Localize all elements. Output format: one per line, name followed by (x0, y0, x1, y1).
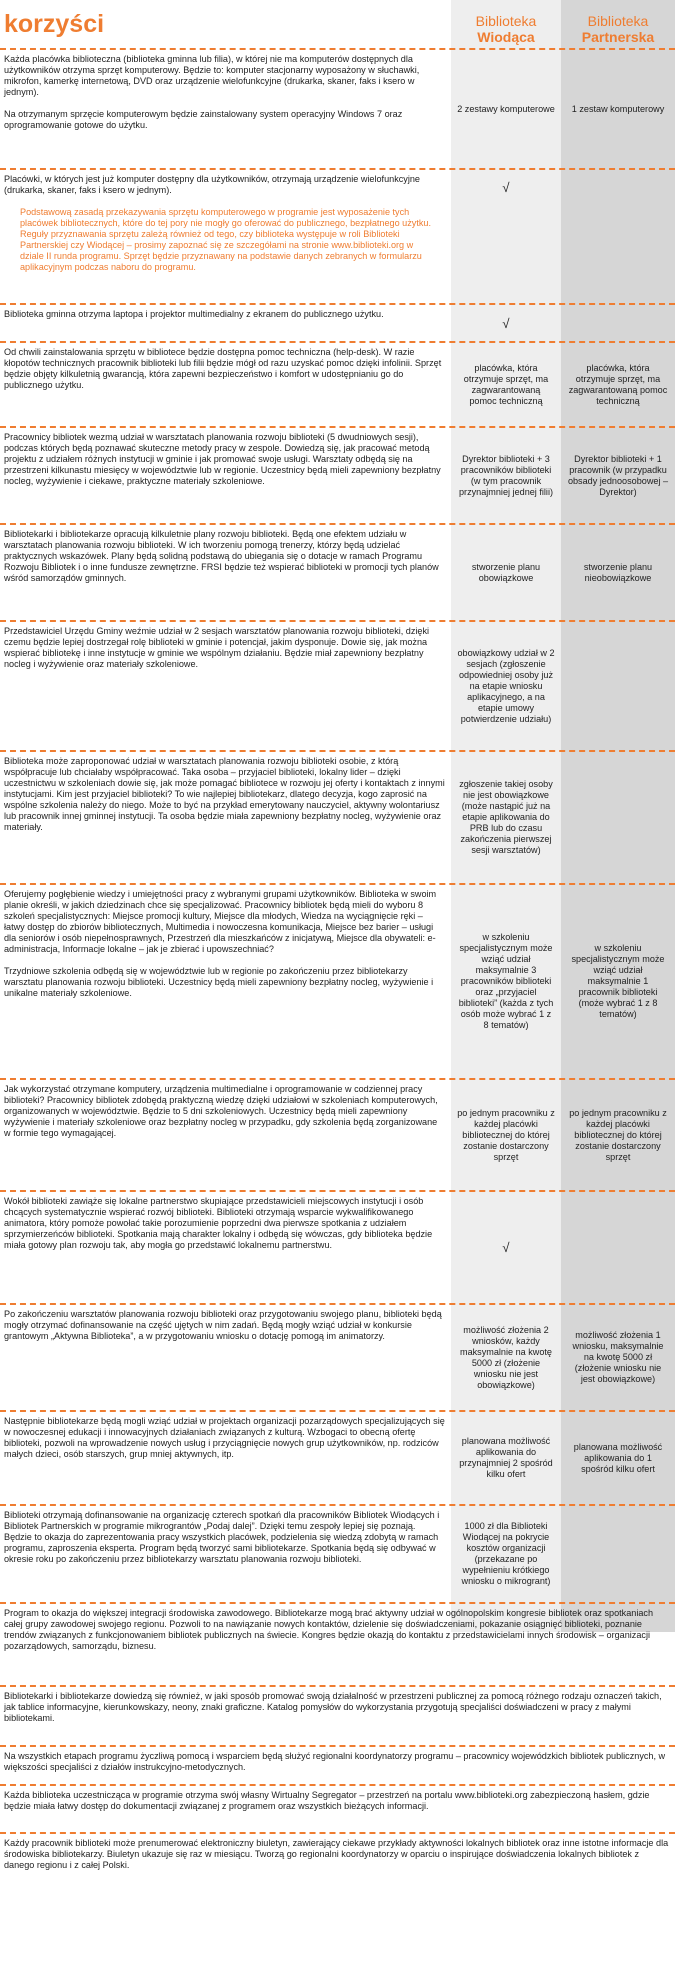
row-description (0, 752, 451, 883)
row-description (0, 525, 451, 620)
full-width-row (0, 1745, 675, 1784)
partner-library-cell: po jednym pracowniku z każdej placówki bibliotecznej do której zostanie dostarczony sprzęt (569, 1107, 667, 1162)
row-text: Bibliotekarki i bibliotekarze opracują kilkuletnie plany rozwoju biblioteki. Będą one efektem udziału w warsztatach planowania rozwoju biblioteki. W ich tworzeniu pomogą trenerzy, którzy będą udzielać praktycznych wskazówek. Plany będą solidną podstawą do ubiegania się o dotacje w ramach Programu Rozwoju Bibliotek i o inne fundusze zewnętrzne. FRSI będzie też wspierać biblioteki w promocji tych planów wśród samorządów gminnych. (4, 529, 439, 583)
lead-library-cell: zgłoszenie takiej osoby nie jest obowiązkowe (może nastąpić już na etapie aplikowania do PRB lub do czasu zakończenia pierwszej sesji warsztatów) (459, 779, 553, 855)
row-text: Placówki, w których jest już komputer dostępny dla użytkowników, otrzymają urządzenie wielofunkcyjne (drukarka, skaner, faks i ksero w jednym). (4, 174, 420, 195)
row-text: Program to okazja do większej integracji środowiska zawodowego. Bibliotekarze mogą brać aktywny udział w ogólnopolskim kongresie bibliotek oraz spotkaniach całej grupy zawodowej swojego regionu. Pozwoli to na nawiązanie nowych kontaktów, dzielenie się doświadczeniami, pokazanie osiągnięć biblioteki, poznanie trendów związanych z funkcjonowaniem bibliotek publicznych na świecie. Kongres będzie okazją do kontaktu z przedstawicielami innych środowisk – organizacji pozarządowych, samorządu, biznesu. (4, 1608, 654, 1651)
lead-library-cell: po jednym pracowniku z każdej placówki bibliotecznej do której zostanie dostarczony sprzęt (457, 1107, 555, 1162)
row-text: Każdy pracownik biblioteki może prenumerować elektroniczny biuletyn, zawierający ciekawe przykłady aktywności lokalnych bibliotek oraz inne istotne informacje dla środowiska bibliotekarzy. Biuletyn ukazuje się raz w miesiącu. Tworzą go regionalni koordynatorzy w oparciu o inspirujące doświadczenia lokalnych bibliotek z danego regionu i z całej Polski. (4, 1838, 669, 1870)
column-header-partner-line1: Biblioteka (587, 13, 649, 29)
row-description (0, 1080, 451, 1190)
partner-library-cell: placówka, która otrzymuje sprzęt, ma zagwarantowaną pomoc techniczną (568, 362, 668, 406)
table-row (0, 341, 675, 426)
lead-library-cell: obowiązkowy udział w 2 sesjach (zgłoszenie odpowiedniej osoby już na etapie wniosku aplikacyjnego, a na etapie umowy potwierdzenie udziału) (457, 647, 555, 724)
partner-library-cell: w szkoleniu specjalistycznym może wziąć udział maksymalnie 1 pracownik biblioteki (może wybrać 1 z 8 tematów) (571, 943, 665, 1019)
row-text: Na otrzymanym sprzęcie komputerowym będzie zainstalowany system operacyjny Windows 7 oraz oprogramowanie gotowe do użytku. (4, 109, 403, 130)
partner-library-cell: możliwość złożenia 1 wniosku, maksymalnie na kwotę 5000 zł (złożenie wniosku nie jest obowiązkowe) (572, 1330, 664, 1384)
table-row (0, 1303, 675, 1410)
partner-library-cell: Dyrektor biblioteki + 1 pracownik (w przypadku obsady jednoosobowej – Dyrektor) (567, 453, 669, 497)
partner-library-cell (561, 1506, 675, 1602)
row-description (0, 1305, 451, 1410)
row-text: Na wszystkich etapach programu życzliwą pomocą i wsparciem będą służyć regionalni koordynatorzy programu – pracownicy wojewódzkich bibliotek publicznych, w większości specjaliści z działów instrukcyjno-metodycznych. (4, 1751, 666, 1772)
row-description (0, 1506, 451, 1602)
row-text: Trzydniowe szkolenia odbędą się w województwie lub w regionie po zakończeniu przez bibliotekarzy warsztatu planowania rozwoju biblioteki. Uczestnicy będą mieli zapewniony bezpłatny nocleg, wyżywienie i unikalne materiały szkoleniowe. (4, 966, 434, 998)
row-description (0, 1192, 451, 1303)
table-row (0, 750, 675, 883)
partner-library-cell (561, 170, 675, 303)
lead-library-cell: stworzenie planu obowiązkowe (471, 561, 541, 583)
row-text: Przedstawiciel Urzędu Gminy weźmie udział w 2 sesjach warsztatów planowania rozwoju biblioteki, dzięki czemu będzie lepiej dostrzegał rolę biblioteki w gminie i potencjał, jakim dysponuje. Dowie się, jak można wspierać bibliotekę i inne instytucje w gminie we wspólnym działaniu. Będzie miał zapewniony bezpłatny nocleg i wyżywienie oraz materiały szkoleniowe. (4, 626, 430, 669)
row-text: Biblioteka gminna otrzyma laptopa i projektor multimedialny z ekranem do publicznego użytku. (4, 309, 384, 319)
row-text: Od chwili zainstalowania sprzętu w bibliotece będzie dostępna pomoc techniczna (help-desk). W razie kłopotów technicznych pracownik biblioteki lub filii będzie mógł od razu uzyskać pomoc dzięki infolinii. Sprzęt będzie objęty kilkuletnią gwarancją, która zapewni bezpieczeństwo i komfort w udostępnianiu go do publicznego użytku. (4, 347, 442, 390)
lead-library-cell: 2 zestawy komputerowe (457, 103, 555, 114)
lead-library-check: √ (502, 180, 510, 195)
lead-library-check: √ (502, 1240, 510, 1255)
row-description (0, 885, 451, 1078)
table-header (0, 0, 675, 48)
row-description (0, 343, 451, 426)
row-text: Następnie bibliotekarze będą mogli wziąć udział w projektach organizacji pozarządowych specjalizujących się w nowoczesnej edukacji i innowacyjnych działaniach związanych z kulturą. Wzbogaci to obecną ofertę biblioteki, pozwoli na wprowadzenie nowych usług i przyciągnięcie nowych grup użytkowników, np. rodziców małych dzieci, osób starszych, grup mniej aktywnych, itp. (4, 1416, 445, 1459)
partner-library-cell: planowana możliwość aplikowania do 1 spośród kilku ofert (573, 1441, 663, 1474)
benefits-table (0, 48, 675, 1890)
lead-library-cell: 1000 zł dla Biblioteki Wiodącej na pokrycie kosztów organizacji (przekazane po wypełnieniu krótkiego wniosku o mikrogrant) (461, 1521, 551, 1586)
column-header-lead-line1: Biblioteka (475, 13, 537, 29)
lead-library-cell: planowana możliwość aplikowania do przynajmniej 2 spośród kilku ofert (459, 1436, 553, 1479)
row-description (0, 1412, 451, 1504)
table-row (0, 48, 675, 168)
partner-library-cell (561, 622, 675, 750)
table-row (0, 620, 675, 750)
lead-library-cell: Dyrektor biblioteki + 3 pracowników biblioteki (w tym pracownik przynajmniej jednej filii) (458, 453, 553, 497)
table-row (0, 426, 675, 523)
row-text: Bibliotekarki i bibliotekarze dowiedzą się również, w jaki sposób promować swoją działalność w przestrzeni publicznej za pomocą różnego rodzaju oznaczeń takich, jak tablice informacyjne, kierunkowskazy, neony, znaki graficzne. Katalog pomysłów do wykorzystania przygotują specjaliści doświadczeni w pracy z małymi bibliotekami. (4, 1691, 662, 1723)
row-text: Pracownicy bibliotek wezmą udział w warsztatach planowania rozwoju biblioteki (5 dwudniowych sesji), podczas których będą poznawać skuteczne metody pracy w zespole. Dowiedzą się, jak pracować metodą projektu z udziałem różnych instytucji w gminie i jak promować swoje usługi. Warsztaty odbędą się na przestrzeni kilkunastu miesięcy w województwie lub w regionie. Uczestnicy będą mieli zapewniony bezpłatny nocleg, wyżywienie i ciekawe, praktyczne materiały szkoleniowe. (4, 432, 441, 486)
partner-library-cell: stworzenie planu nieobowiązkowe (583, 561, 653, 583)
row-description (0, 622, 451, 750)
table-row (0, 1410, 675, 1504)
row-text: Biblioteki otrzymają dofinansowanie na organizację czterech spotkań dla pracowników Bibliotek Wiodących i Bibliotek Partnerskich w programie mikrograntów „Podaj dalej”. Dzięki temu zespoły lepiej się poznają. Będzie to okazja do zaprezentowania pracy wszystkich placówek, podzielenia się wiedzą zdobytą w ramach programu, zaproszenia eksperta. Program będą tworzyć sami bibliotekarze. Spotkania będą się odbywać w okresie roku po zakończeniu przez bibliotekarzy warsztatu planowania rozwoju biblioteki. (4, 1510, 440, 1564)
row-text: Każda biblioteka uczestnicząca w programie otrzyma swój własny Wirtualny Segregator – przestrzeń na portalu www.biblioteki.org zabezpieczoną hasłem, gdzie będzie miała łatwy dostęp do dokumentacji związanej z programem oraz wszystkich bieżących informacji. (4, 1790, 650, 1811)
partner-library-cell: 1 zestaw komputerowy (571, 103, 665, 114)
full-width-row (0, 1602, 675, 1685)
row-description (0, 170, 451, 303)
row-description (0, 428, 451, 523)
lead-library-cell: placówka, która otrzymuje sprzęt, ma zagwarantowaną pomoc techniczną (463, 362, 549, 406)
column-header-partner (561, 13, 675, 45)
full-width-row (0, 1784, 675, 1832)
row-text: Biblioteka może zaproponować udział w warsztatach planowania rozwoju biblioteki osobie, z którą współpracuje lub chciałaby współpracować. Taka osoba – przyjaciel biblioteki, lokalny lider – dzięki uczestnictwu w szkoleniach dowie się, jak może pomagać bibliotece w rozwoju jej oferty i kontaktach z innymi instytucjami. Kim jest przyjaciel biblioteki? To wie najlepiej bibliotekarz, dlatego decyzja, kogo zaprosić na wspólne szkolenia należy do niego. Może to być na przykład emerytowany nauczyciel, aktywny wolontariusz lub pracownik innej gminnej instytucji. Ta osoba będzie miała zapewniony bezpłatny nocleg, wyżywienie oraz materiały. (4, 756, 445, 832)
column-header-lead (451, 13, 561, 45)
partner-library-cell (561, 752, 675, 883)
table-row (0, 883, 675, 1078)
column-header-lead-line2: Wiodąca (477, 29, 535, 45)
partner-library-cell (561, 305, 675, 341)
row-text: Oferujemy pogłębienie wiedzy i umiejętności pracy z wybranymi grupami użytkowników. Biblioteka w swoim planie określi, w jakich dziedzinach chce się specjalizować. Pracownicy bibliotek będą mieli do wyboru 8 szkoleń specjalistycznych: Miejsce promocji kultury, Miejsce dla młodych, Wiedza na wyciągnięcie ręki – łatwy dostęp do zbiorów bibliotecznych, Multimedia i nowoczesna komunikacja, Miejsce bez barier – usługi dla seniorów i osób niepełnosprawnych, Przestrzeń dla mieszkańców z inicjatywą, Miejsce dla obywateli: e-administracja, Informacje lokalne – jak je zbierać i upowszechniać? (4, 889, 437, 954)
row-description (0, 50, 451, 168)
page-title: korzyści (4, 10, 105, 38)
row-text: Wokół biblioteki zawiąże się lokalne partnerstwo skupiające przedstawicieli miejscowych instytucji i osób chcących systematycznie wspierać rozwój biblioteki. Biblioteki otrzymają wsparcie wykwalifikowanego animatora, który pomoże powołać takie porozumienie poprzedni dwa pierwsze spotkania z udziałem sprzymierzeńców biblioteki. Spotkania mają charakter lokalny i odbędą się wówczas, gdy biblioteka będzie miała gotowy plan rozwoju tak, aby mogła go przedstawić lokalnemu partnerstwu. (4, 1196, 433, 1250)
lead-library-cell: możliwość złożenia 2 wniosków, każdy maksymalnie na kwotę 5000 zł (złożenie wniosku nie jest obowiązkowe) (460, 1324, 552, 1390)
row-text: Jak wykorzystać otrzymane komputery, urządzenia multimedialne i oprogramowanie w codziennej pracy biblioteki? Pracownicy bibliotek zdobędą praktyczną wiedzę dzięki udziałowi w szkoleniach komputerowych, organizowanych w województwie. Będzie to 5 dni szkoleniowych. Uczestnicy będą mieli zapewniony wyżywienie i materiały szkoleniowe oraz bezpłatny nocleg w przypadku, gdy szkolenia będą zorganizowane w formie tego wymagającej. (4, 1084, 438, 1138)
partner-library-cell (561, 1192, 675, 1303)
column-header-partner-line2: Partnerska (581, 29, 655, 45)
table-row (0, 1504, 675, 1602)
row-description (0, 305, 451, 341)
full-width-row (0, 1685, 675, 1745)
row-note: Podstawową zasadą przekazywania sprzętu komputerowego w programie jest wyposażenie tych placówek bibliotecznych, które do tej pory nie mogły go oferować do publicznego, bezpłatnego użytku. Reguły przyznawania sprzętu zależą również od tego, czy biblioteka występuje w roli Biblioteki Partnerskiej czy Wiodącej – prosimy zapoznać się ze szczegółami na stronie www.biblioteki.org w dziale II runda programu. Sprzęt będzie przyznawany na podstawie danych zebranych w formularzu aplikacyjnym podczas naboru do programu. (20, 207, 431, 272)
full-width-row (0, 1832, 675, 1890)
table-row (0, 1190, 675, 1303)
table-row (0, 523, 675, 620)
lead-library-cell: w szkoleniu specjalistycznym może wziąć udział maksymalnie 3 pracowników biblioteki oraz „przyjaciel biblioteki” (każda z tych osób może wybrać 1 z 8 tematów) (458, 932, 554, 1030)
table-row (0, 303, 675, 341)
table-row (0, 168, 675, 303)
row-text: Każda placówka biblioteczna (biblioteka gminna lub filia), w której nie ma komputerów dostępnych dla użytkowników otrzyma sprzęt komputerowy. Będzie to: komputer stacjonarny wyposażony w słuchawki, mikrofon, kamerkę internetową, DVD oraz urządzenie wielofunkcyjne (drukarka, skaner, faks i ksero w jednym). (4, 54, 420, 97)
lead-library-check: √ (502, 315, 510, 331)
row-text: Po zakończeniu warsztatów planowania rozwoju biblioteki oraz przygotowaniu swojego planu, biblioteki będą mogły otrzymać dofinansowanie na część ujętych w nim zadań. Będą mogły wziąć udział w konkursie grantowym „Aktywna Biblioteka”, a w przygotowaniu wniosku o dotację pomogą im animatorzy. (4, 1309, 442, 1341)
table-row (0, 1078, 675, 1190)
